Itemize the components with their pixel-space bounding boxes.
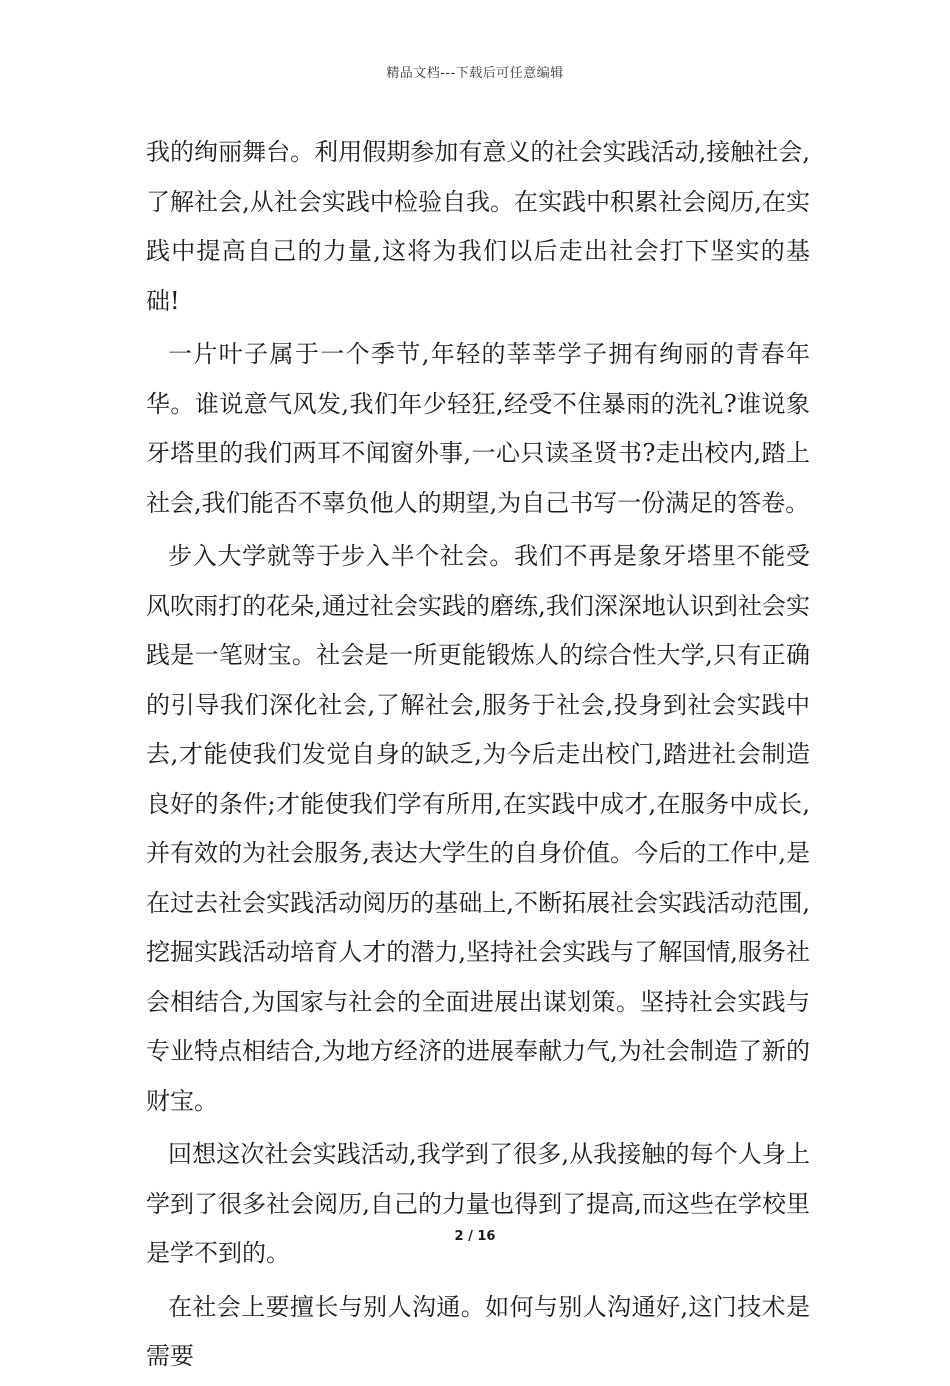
document-body: [146, 128, 810, 1386]
paragraph-2: 一片叶子属于一个季节,年轻的莘莘学子拥有绚丽的青春年华。谁说意气风发,我们年少轻狂,经受不住暴雨的洗礼?谁说象牙塔里的我们两耳不闻窗外事,一心只读圣贤书?走出校内,踏上社会,我们能否不辜负他人的期望,为自己书写一份满足的答卷。: [146, 340, 810, 517]
paragraph-1: 我的绚丽舞台。利用假期参加有意义的社会实践活动,接触社会,了解社会,从社会实践中检验自我。在实践中积累社会阅历,在实践中提高自己的力量,这将为我们以后走出社会打下坚实的基础!: [146, 138, 810, 315]
page-number: 2 / 16: [454, 1229, 496, 1244]
paragraph-5: 在社会上要擅长与别人沟通。如何与别人沟通好,这门技术是需要: [146, 1292, 810, 1370]
paragraph-4: 回想这次社会实践活动,我学到了很多,从我接触的每个人身上学到了很多社会阅历,自己的力量也得到了提高,而这些在学校里是学不到的。: [146, 1140, 810, 1267]
paragraph-3: 步入大学就等于步入半个社会。我们不再是象牙塔里不能受风吹雨打的花朵,通过社会实践的磨练,我们深深地认识到社会实践是一笔财宝。社会是一所更能锻炼人的综合性大学,只有正确的引导我们深化社会,了解社会,服务于社会,投身到社会实践中去,才能使我们发觉自身的缺乏,为今后走出校门,踏进社会制造良好的条件;才能使我们学有所用,在实践中成才,在服务中成长,并有效的为社会服务,表达大学生的自身价值。今后的工作中,是在过去社会实践活动阅历的基础上,不断拓展社会实践活动范围,挖掘实践活动培育人才的潜力,坚持社会实践与了解国情,服务社会相结合,为国家与社会的全面进展出谋划策。坚持社会实践与专业特点相结合,为地方经济的进展奉献力气,为社会制造了新的财宝。: [146, 542, 810, 1115]
page-header: 精品文档---下载后可任意编辑: [386, 66, 564, 81]
